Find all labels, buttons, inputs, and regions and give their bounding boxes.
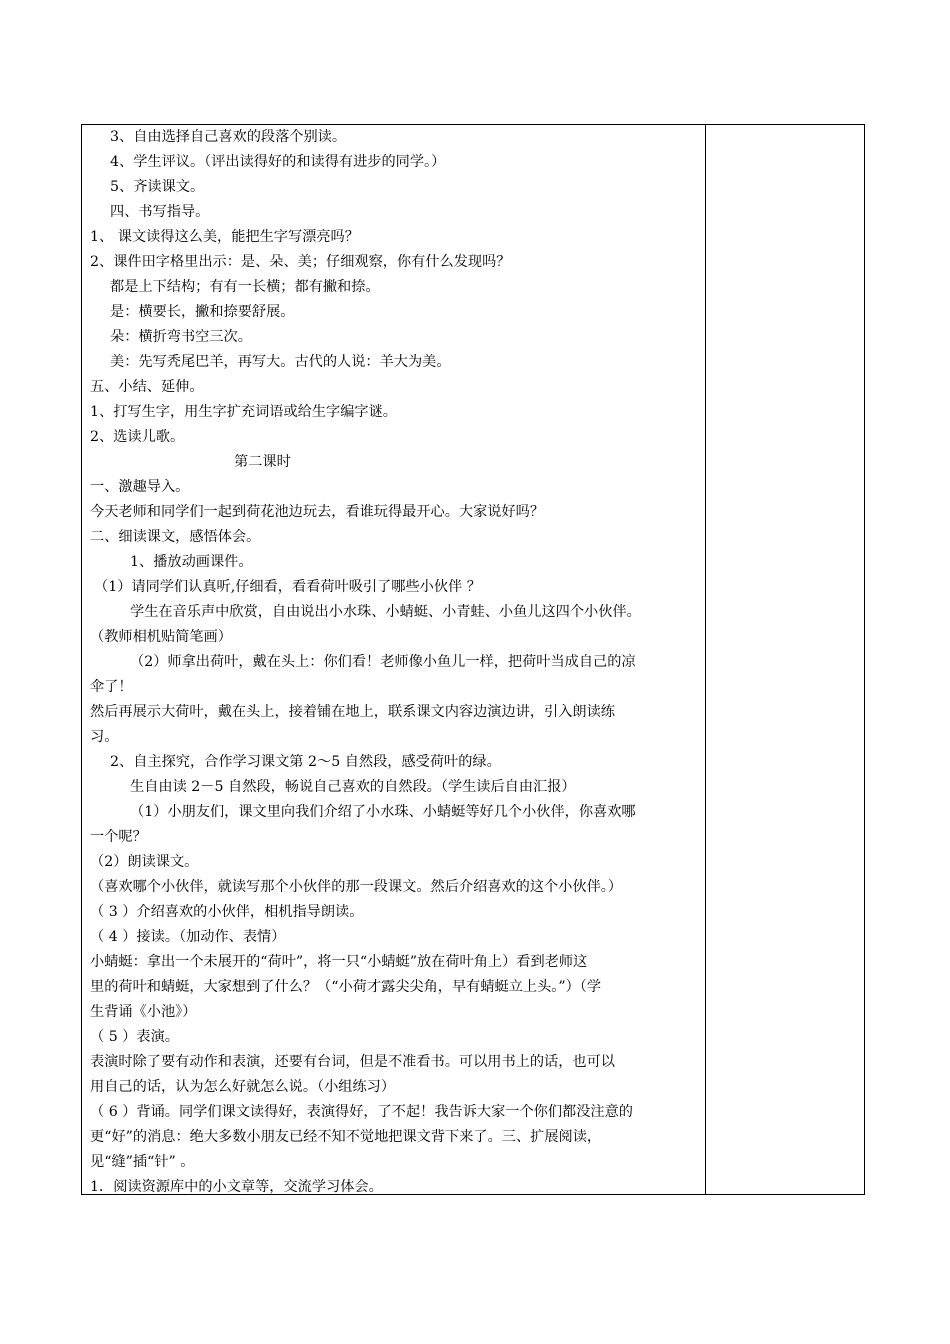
- text-line: 更“好”的消息：绝大多数小朋友已经不知不觉地把课文背下来了。三、扩展阅读，: [90, 1129, 602, 1145]
- text-line: 生自由读 2－5 自然段，畅说自己喜欢的自然段。（学生读后自由汇报）: [130, 779, 576, 795]
- text-line: 1、播放动画课件。: [130, 554, 253, 570]
- text-line: 四、书写指导。: [110, 204, 210, 220]
- text-line: （1）小朋友们，课文里向我们介绍了小水珠、小蜻蜓等好几个小伙伴，你喜欢哪: [130, 804, 636, 820]
- text-line: （ 4 ）接读。（加动作、表情）: [90, 929, 286, 945]
- text-line: 然后再展示大荷叶，戴在头上，接着铺在地上，联系课文内容边演边讲，引入朗读练: [90, 704, 615, 720]
- text-line: 朵：横折弯书空三次。: [110, 329, 252, 345]
- text-line: 生背诵《小池》）: [90, 1004, 197, 1020]
- text-line: 五、小结、延伸。: [90, 379, 204, 395]
- text-line: 4、学生评议。（评出读得好的和读得有进步的同学。）: [110, 154, 446, 170]
- text-line: 一个呢？: [90, 829, 147, 845]
- text-line: （ 5 ）表演。: [90, 1029, 179, 1045]
- text-line: 1．阅读资源库中的小文章等，交流学习体会。: [90, 1179, 383, 1194]
- text-line: 今天老师和同学们一起到荷花池边玩去，看谁玩得最开心。大家说好吗？: [90, 504, 545, 520]
- text-line: 2、自主探究，合作学习课文第 2～5 自然段，感受荷叶的绿。: [110, 754, 501, 770]
- text-line: （2）朗读课文。: [90, 854, 199, 870]
- text-line: 表演时除了要有动作和表演，还要有台词，但是不准看书。可以用书上的话，也可以: [90, 1054, 615, 1070]
- lesson-content-cell: [82, 125, 706, 1194]
- text-line: 1、打写生字，用生字扩充词语或给生字编字谜。: [90, 404, 397, 420]
- text-line: 见“缝”插“针” 。: [90, 1154, 195, 1170]
- text-line: （教师相机贴简笔画）: [90, 629, 232, 645]
- text-line: 小蜻蜓：拿出一个未展开的“荷叶”，将一只“小蜻蜓”放在荷叶角上）看到老师这: [90, 954, 588, 970]
- text-line: （1）请同学们认真听,仔细看，看看荷叶吸引了哪些小伙伴 ？: [94, 579, 481, 595]
- text-line: （ 6 ）背诵。同学们课文读得好，表演得好，了不起！我告诉大家一个你们都没注意的: [90, 1104, 633, 1120]
- notes-cell: [706, 125, 864, 1194]
- text-line: （ 3 ）介绍喜欢的小伙伴，相机指导朗读。: [90, 904, 364, 920]
- text-line: 3、自由选择自己喜欢的段落个别读。: [110, 129, 347, 145]
- text-line: 里的荷叶和蜻蜓，大家想到了什么？（“小荷才露尖尖角，早有蜻蜓立上头。”）（学: [90, 979, 602, 995]
- text-line: 5、齐读课文。: [110, 179, 205, 195]
- text-line: 是：横要长，撇和捺要舒展。: [110, 304, 295, 320]
- text-line: 习。: [90, 729, 119, 745]
- text-line: （喜欢哪个小伙伴，就读写那个小伙伴的那一段课文。然后介绍喜欢的这个小伙伴。）: [90, 879, 623, 895]
- text-line: 2、课件田字格里出示：是、朵、美；仔细观察，你有什么发现吗？: [90, 254, 511, 270]
- text-line: 都是上下结构；有有一长横；都有撇和捺。: [110, 279, 380, 295]
- text-line: 1、 课文读得这么美，能把生字写漂亮吗？: [90, 229, 359, 245]
- text-line: 美：先写秃尾巴羊，再写大。古代的人说：羊大为美。: [110, 354, 451, 370]
- text-line: （2）师拿出荷叶，戴在头上：你们看！老师像小鱼儿一样，把荷叶当成自己的凉: [130, 654, 636, 670]
- text-line: 2、选读儿歌。: [90, 429, 185, 445]
- text-line: 一、激趣导入。: [90, 479, 190, 495]
- text-line: 第二课时: [234, 454, 291, 470]
- text-line: 伞了！: [90, 679, 133, 695]
- lesson-plan-table: [81, 124, 865, 1195]
- text-line: 用自己的话，认为怎么好就怎么说。（小组练习）: [90, 1079, 396, 1095]
- text-line: 二、细读课文，感悟体会。: [90, 529, 261, 545]
- text-line: 学生在音乐声中欣赏，自由说出小水珠、小蜻蜓、小青蛙、小鱼儿这四个小伙伴。: [130, 604, 641, 620]
